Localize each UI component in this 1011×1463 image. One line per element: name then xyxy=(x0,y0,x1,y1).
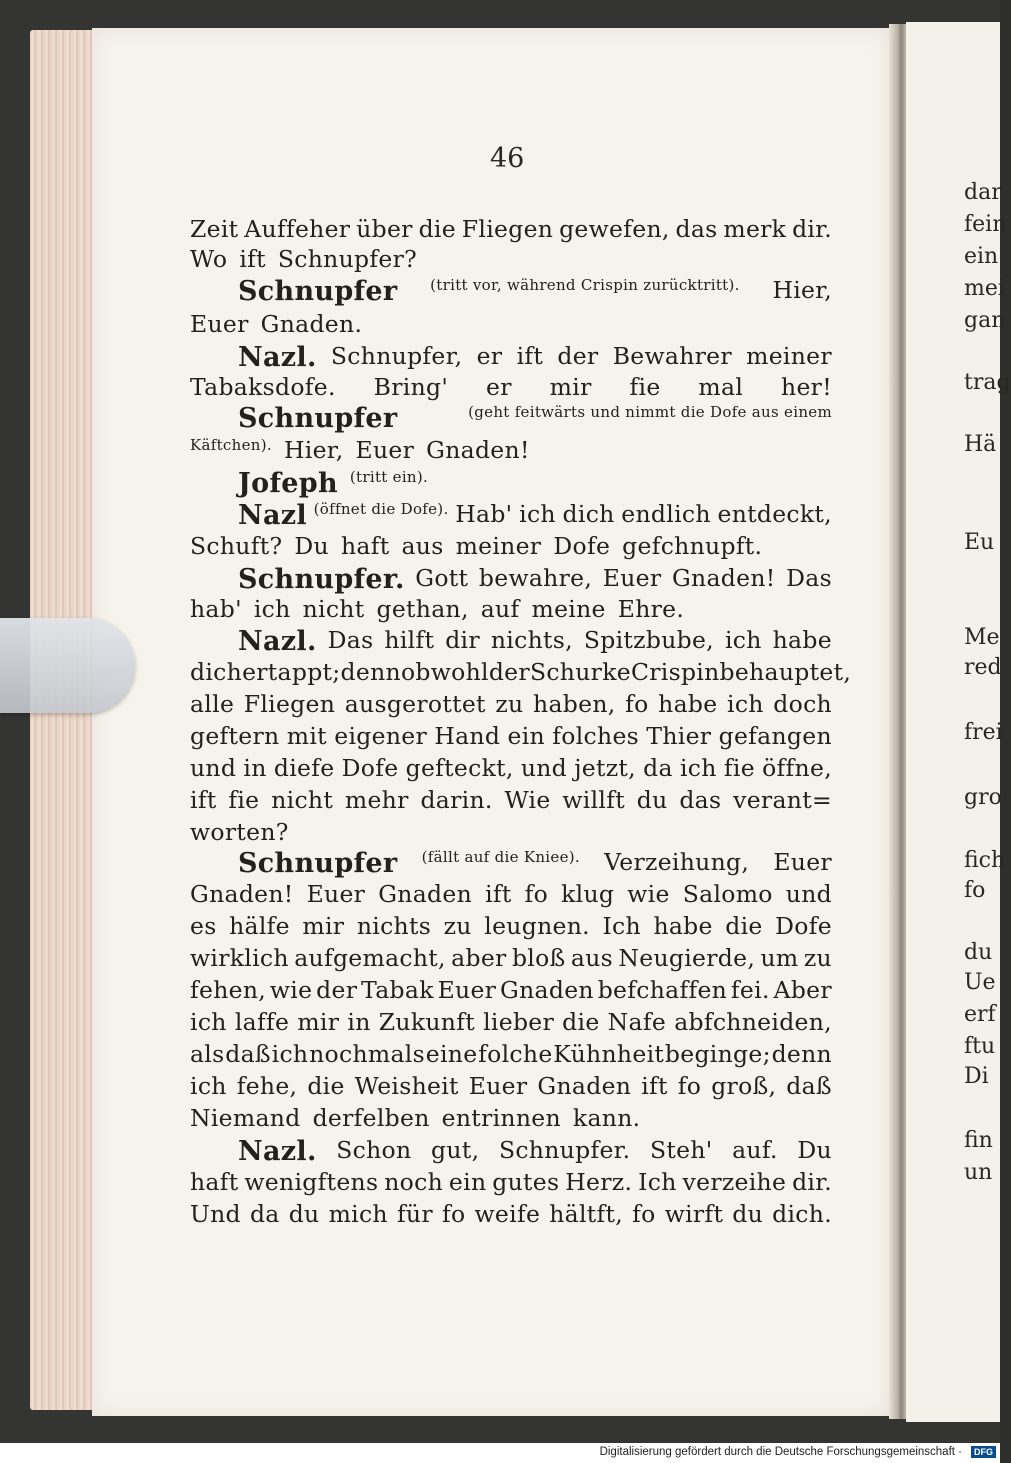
word: hab' xyxy=(190,595,242,623)
word: gutes xyxy=(492,1168,560,1196)
word: mir xyxy=(297,1008,340,1036)
word: derfelben xyxy=(312,1104,430,1132)
word: gut, xyxy=(431,1136,480,1164)
stage-direction: (tritt vor, während Crispin zurücktritt). xyxy=(430,276,740,294)
text-line xyxy=(190,848,832,879)
word: Gnaden! xyxy=(190,880,294,908)
text-line xyxy=(190,310,832,338)
facing-page-fragment: mei xyxy=(964,276,1005,301)
word: aber xyxy=(451,944,507,972)
word: Spitzbube, xyxy=(583,626,714,654)
word: Und xyxy=(190,1200,241,1228)
word: Crispin xyxy=(630,658,720,686)
word: kann. xyxy=(572,1104,641,1132)
word: für xyxy=(396,1200,433,1228)
word: Nafe xyxy=(607,1008,667,1036)
word: auf xyxy=(480,595,520,623)
word: meiner xyxy=(746,342,832,370)
text-line xyxy=(190,276,832,307)
word: Bring' xyxy=(373,373,449,401)
word: ift xyxy=(190,786,217,814)
facing-page-fragment: frei xyxy=(964,720,1003,745)
word: klug xyxy=(561,880,615,908)
word: ift xyxy=(641,1072,668,1100)
text-line xyxy=(190,658,852,686)
word: Du xyxy=(797,1136,832,1164)
text-line xyxy=(190,1136,832,1167)
word: Tabaksdofe. xyxy=(190,373,336,401)
text-line xyxy=(190,976,832,1004)
facing-page xyxy=(906,22,1011,1422)
word: endlich xyxy=(621,500,711,528)
word: Schon xyxy=(336,1136,412,1164)
facing-page-fragment: Di xyxy=(964,1064,989,1089)
word: du xyxy=(732,1200,764,1228)
word: mit xyxy=(286,722,327,750)
facing-page-fragment: Me xyxy=(964,625,1000,650)
word: wie xyxy=(269,976,313,1004)
word: fo xyxy=(677,1072,702,1100)
word: zu xyxy=(443,912,472,940)
stage-direction: Käftchen). xyxy=(190,436,272,454)
word: in xyxy=(347,1008,371,1036)
word: obwohl xyxy=(400,658,489,686)
text-line xyxy=(190,1008,832,1036)
word: fo xyxy=(632,1200,656,1228)
word: du xyxy=(288,1200,320,1228)
text-line xyxy=(190,1200,832,1228)
word: wenigftens xyxy=(244,1168,379,1196)
page-number: 46 xyxy=(490,143,525,174)
word: befchaffen xyxy=(597,976,728,1004)
word: Bewahrer xyxy=(612,342,732,370)
word: die xyxy=(418,215,456,243)
speaker-name: Schnupfer xyxy=(238,276,398,307)
word: dich xyxy=(562,500,615,528)
word: ich xyxy=(679,754,717,782)
facing-page-fragment: Eu xyxy=(964,530,995,555)
word: Kühnheit xyxy=(553,1040,665,1068)
text-line xyxy=(190,595,832,623)
word: da xyxy=(643,754,673,782)
word: behauptet, xyxy=(719,658,852,686)
word: fehe, xyxy=(236,1072,298,1100)
speaker-name: Nazl. xyxy=(238,342,317,373)
facing-page-fragment: fo xyxy=(964,878,986,903)
word: zu xyxy=(495,690,524,718)
word: Herz. xyxy=(565,1168,633,1196)
stage-direction: (öffnet die Dofe). xyxy=(313,500,449,518)
word: Das xyxy=(786,564,832,592)
facing-page-fragment: du xyxy=(964,940,993,965)
word: ich xyxy=(253,595,291,623)
word: bewahre, xyxy=(478,564,593,592)
word: habe xyxy=(658,690,718,718)
word: Schuft? xyxy=(190,532,283,560)
word: nicht xyxy=(302,595,365,623)
word: Hab' xyxy=(455,500,513,528)
word: Verzeihung, xyxy=(604,848,750,876)
word: mir xyxy=(549,373,592,401)
word: Fliegen xyxy=(243,690,336,718)
word: um xyxy=(760,944,799,972)
word: Fliegen xyxy=(461,215,554,243)
word: Zeit xyxy=(190,215,239,243)
word: Schnupfer. xyxy=(498,1136,631,1164)
speaker-name: Nazl. xyxy=(238,1136,317,1167)
text-line xyxy=(190,626,832,657)
word: gewefen, xyxy=(559,215,670,243)
word: beginge; xyxy=(664,1040,771,1068)
glass-page-weight xyxy=(0,618,135,713)
word: fei. xyxy=(730,976,770,1004)
word: bloß xyxy=(511,944,566,972)
word: ich xyxy=(190,1072,227,1100)
speaker-name: Nazl xyxy=(238,500,307,531)
word: gefangen xyxy=(718,722,832,750)
word: dich. xyxy=(772,1200,832,1228)
word: Dofe xyxy=(553,532,611,560)
word: dir xyxy=(445,626,480,654)
word: und xyxy=(190,754,237,782)
word: verzeihe xyxy=(682,1168,787,1196)
word: Salomo xyxy=(682,880,773,908)
word: Gnaden xyxy=(500,976,594,1004)
word: fie xyxy=(629,373,661,401)
facing-page-fragment: Hä xyxy=(964,432,997,457)
word: Euer xyxy=(773,848,832,876)
text-line xyxy=(190,1104,832,1132)
word: Dofe xyxy=(341,754,399,782)
word: mich xyxy=(328,1200,388,1228)
facing-page-fragment: ein xyxy=(964,244,999,269)
word: Neugierde, xyxy=(618,944,756,972)
word: dich xyxy=(190,658,243,686)
word: Zukunft xyxy=(378,1008,475,1036)
word: ift xyxy=(239,245,266,273)
word: Wo xyxy=(190,245,228,273)
word: Aber xyxy=(773,976,832,1004)
word: Das xyxy=(327,626,374,654)
word: weife xyxy=(474,1200,541,1228)
word: daß xyxy=(786,1072,832,1100)
speaker-name: Schnupfer xyxy=(238,848,398,879)
word: folche xyxy=(478,1040,553,1068)
word: die xyxy=(725,912,763,940)
word: ich xyxy=(190,1008,227,1036)
word: ausgerottet xyxy=(344,690,486,718)
word: und xyxy=(785,880,832,908)
word: wirklich xyxy=(190,944,289,972)
word: die xyxy=(307,1072,345,1100)
word: Gnaden! xyxy=(426,436,530,464)
word: Weisheit xyxy=(354,1072,459,1100)
word: denn xyxy=(340,658,401,686)
text-line xyxy=(190,436,832,464)
word: hälfe xyxy=(229,912,290,940)
word: eine xyxy=(425,1040,478,1068)
text-line xyxy=(190,215,832,243)
text-line xyxy=(190,373,832,401)
word: öffne, xyxy=(762,754,832,782)
word: Euer xyxy=(190,310,249,338)
word: eigener xyxy=(334,722,427,750)
word: nichts, xyxy=(490,626,573,654)
text-line xyxy=(190,786,832,814)
word: nichts xyxy=(356,912,432,940)
word: wirft xyxy=(664,1200,724,1228)
word: ein xyxy=(507,722,545,750)
word: nicht xyxy=(271,786,334,814)
word: meine xyxy=(531,595,606,623)
word: aufgemacht, xyxy=(294,944,446,972)
word: fo xyxy=(625,690,649,718)
word: Gnaden xyxy=(378,880,473,908)
text-line xyxy=(190,754,832,782)
speaker-name: Jofeph xyxy=(238,468,338,499)
word: habe xyxy=(772,626,832,654)
text-line xyxy=(190,880,832,908)
word: leugnen. xyxy=(484,912,590,940)
word: geftern xyxy=(190,722,280,750)
word: Gott xyxy=(415,564,469,592)
word: habe xyxy=(653,912,713,940)
word: daß xyxy=(225,1040,271,1068)
word: hilft xyxy=(384,626,435,654)
text-line xyxy=(190,532,832,560)
word: du xyxy=(636,786,668,814)
word: Gnaden xyxy=(537,1072,632,1100)
word: noch xyxy=(384,1168,444,1196)
text-line xyxy=(190,1040,832,1068)
word: Schurke xyxy=(529,658,631,686)
word: Tabak xyxy=(361,976,434,1004)
word: ift xyxy=(485,880,512,908)
text-line xyxy=(190,468,832,499)
word: über xyxy=(356,215,413,243)
word: der xyxy=(488,658,530,686)
word: Hier, xyxy=(772,276,832,304)
speaker-name: Schnupfer xyxy=(238,403,398,434)
word: haft xyxy=(340,532,390,560)
speaker-name: Nazl. xyxy=(238,626,317,657)
word: ich xyxy=(271,1040,309,1068)
word: entrinnen xyxy=(441,1104,561,1132)
word: merk xyxy=(723,215,787,243)
word: Du xyxy=(294,532,329,560)
word: er xyxy=(486,373,512,401)
facing-page-fragment: fich xyxy=(964,848,1006,873)
word: fo xyxy=(524,880,549,908)
facing-page-fragment: dar xyxy=(964,180,1002,205)
footer-credit: Digitalisierung gefördert durch die Deutsche Forschungsgemeinschaft · xyxy=(599,1446,962,1458)
text-line xyxy=(190,1168,832,1196)
facing-page-fragment: ftu xyxy=(964,1034,996,1059)
word: darin. xyxy=(420,786,493,814)
stage-direction: (fällt auf die Kniee). xyxy=(421,848,580,866)
word: wie xyxy=(627,880,670,908)
word: folches xyxy=(552,722,640,750)
word: zu xyxy=(803,944,832,972)
word: diefe xyxy=(273,754,335,782)
word: Ich xyxy=(602,912,641,940)
word: denn xyxy=(771,1040,832,1068)
facing-page-fragment: fein xyxy=(964,212,1007,237)
facing-page-fragment: Ue xyxy=(964,970,996,995)
stage-direction: (geht feitwärts und nimmt die Dofe aus einem xyxy=(468,403,832,421)
word: jetzt, xyxy=(574,754,636,782)
word: her! xyxy=(781,373,832,401)
word: der xyxy=(557,342,599,370)
word: aus xyxy=(570,944,614,972)
word: Euer xyxy=(602,564,662,592)
text-line xyxy=(190,818,832,846)
word: meiner xyxy=(455,532,542,560)
word: Euer xyxy=(437,976,497,1004)
word: mal xyxy=(698,373,744,401)
stage-direction: (tritt ein). xyxy=(349,468,429,486)
word: auf. xyxy=(732,1136,778,1164)
word: fie xyxy=(228,786,260,814)
word: gefchnupft. xyxy=(622,532,763,560)
word: haft xyxy=(190,1168,239,1196)
speaker-name: Schnupfer. xyxy=(238,564,405,595)
word: Dofe xyxy=(775,912,832,940)
word: haben, xyxy=(533,690,616,718)
word: fie xyxy=(723,754,755,782)
text-line xyxy=(190,1072,832,1100)
word: willft xyxy=(562,786,625,814)
word: dir. xyxy=(792,1168,832,1196)
text-line xyxy=(190,342,832,373)
word: doch xyxy=(773,690,832,718)
word: fehen, xyxy=(190,976,267,1004)
word: Gnaden. xyxy=(260,310,363,338)
word: Schnupfer, xyxy=(330,342,463,370)
facing-page-fragment: gan xyxy=(964,308,1006,333)
word: Hand xyxy=(434,722,501,750)
word: Schnupfer? xyxy=(277,245,418,273)
word: groß, xyxy=(711,1072,777,1100)
word: mir xyxy=(302,912,345,940)
facing-page-fragment: fin xyxy=(964,1128,993,1153)
word: ich xyxy=(724,626,762,654)
text-line xyxy=(190,722,832,750)
word: der xyxy=(316,976,358,1004)
word: ertappt; xyxy=(242,658,341,686)
word: Euer xyxy=(306,880,366,908)
word: gefteckt, xyxy=(405,754,514,782)
word: gethan, xyxy=(376,595,469,623)
word: Euer xyxy=(355,436,415,464)
facing-page-fragment: erf xyxy=(964,1002,996,1027)
word: Niemand xyxy=(190,1104,301,1132)
word: und xyxy=(520,754,568,782)
word: worten? xyxy=(190,818,289,846)
word: entdeckt, xyxy=(717,500,832,528)
book-page xyxy=(92,28,889,1416)
facing-page-fragment: trag xyxy=(964,370,1011,395)
word: er xyxy=(476,342,503,370)
word: Hier, xyxy=(283,436,344,464)
word: in xyxy=(243,754,267,782)
word: alle xyxy=(190,690,235,718)
text-line xyxy=(190,245,832,273)
word: es xyxy=(190,912,217,940)
word: ich xyxy=(727,690,764,718)
word: aus xyxy=(401,532,444,560)
word: hältft, xyxy=(549,1200,624,1228)
text-line xyxy=(190,564,832,595)
word: da xyxy=(249,1200,280,1228)
word: lieber xyxy=(483,1008,555,1036)
word: abfchneiden, xyxy=(674,1008,832,1036)
word: Auffeher xyxy=(244,215,351,243)
word: fo xyxy=(441,1200,466,1228)
facing-page-fragment: un xyxy=(964,1160,993,1185)
word: Ich xyxy=(638,1168,677,1196)
word: Ehre. xyxy=(617,595,685,623)
word: ift xyxy=(516,342,544,370)
word: Steh' xyxy=(649,1136,713,1164)
text-line xyxy=(190,944,832,972)
word: Euer xyxy=(468,1072,528,1100)
word: Gnaden! xyxy=(671,564,776,592)
word: laffe xyxy=(234,1008,290,1036)
dfg-logo: DFG xyxy=(971,1446,996,1458)
text-line xyxy=(190,912,832,940)
word: als xyxy=(190,1040,225,1068)
word: das xyxy=(675,215,718,243)
word: ein xyxy=(448,1168,487,1196)
text-line xyxy=(190,403,832,434)
facing-page-fragment: red xyxy=(964,655,1002,680)
word: mehr xyxy=(344,786,409,814)
footer-bar xyxy=(0,1443,1000,1463)
word: ich xyxy=(519,500,556,528)
facing-page-fragment: gro xyxy=(964,785,1002,810)
word: Thier xyxy=(646,722,712,750)
page-edges xyxy=(30,30,100,1410)
word: verant= xyxy=(733,786,832,814)
word: das xyxy=(679,786,722,814)
word: die xyxy=(562,1008,600,1036)
word: nochmals xyxy=(309,1040,425,1068)
text-line xyxy=(190,500,832,531)
word: Wie xyxy=(504,786,551,814)
word: dir. xyxy=(792,215,832,243)
text-line xyxy=(190,690,832,718)
